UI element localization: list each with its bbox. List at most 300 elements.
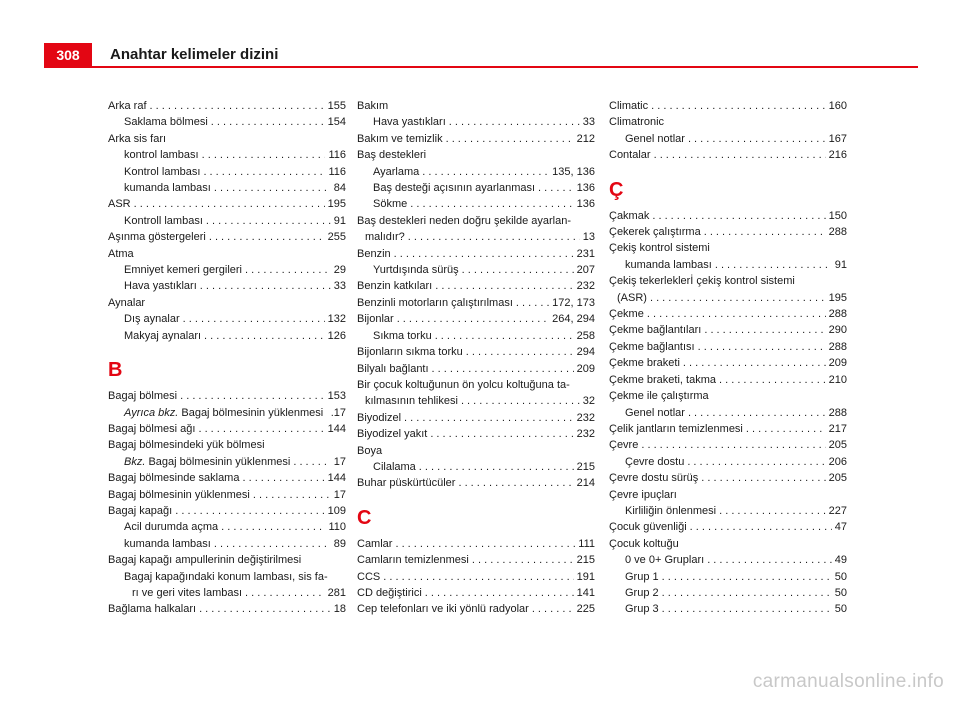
index-subentry	[108, 328, 346, 344]
dot-leader	[719, 372, 826, 388]
page-ref: 232	[576, 428, 595, 441]
index-term: Baş desteği açısının ayarlanması	[373, 182, 536, 195]
index-entry	[357, 569, 595, 585]
index-subentry	[108, 180, 346, 196]
dot-leader	[245, 585, 325, 601]
index-entry	[357, 213, 595, 246]
index-entry	[108, 421, 346, 437]
page-ref: 215	[576, 554, 595, 567]
index-heading	[357, 443, 595, 459]
index-term-continued	[124, 585, 346, 601]
page-ref: 29	[333, 264, 346, 277]
dot-leader	[397, 311, 549, 327]
page-ref: 214	[576, 477, 595, 490]
page-ref: 209	[576, 362, 595, 375]
index-term: Çocuk güvenliği	[609, 521, 687, 534]
page-ref: 215	[576, 460, 595, 473]
index-term: Sıkma torku	[373, 329, 432, 342]
index-entry	[357, 311, 595, 327]
index-entry	[108, 229, 346, 245]
index-column-2	[357, 98, 595, 618]
index-entry	[357, 475, 595, 491]
dot-leader	[698, 339, 826, 355]
dot-leader	[449, 114, 580, 130]
index-heading	[609, 536, 847, 552]
index-heading	[108, 131, 346, 147]
index-heading	[108, 437, 346, 453]
index-entry	[357, 295, 595, 311]
header-divider	[44, 66, 918, 68]
index-term: Çekiş tekerleklerİ çekiş kontrol sistemi	[609, 275, 795, 288]
dot-leader	[652, 208, 825, 224]
page-ref: 116	[328, 149, 346, 162]
index-term: Kirliliğin önlenmesi	[625, 504, 717, 517]
dot-leader	[662, 585, 832, 601]
index-term: CD değiştirici	[357, 586, 422, 599]
index-subentry	[108, 164, 346, 180]
index-term: Hava yastıkları	[124, 280, 197, 293]
index-term: Boya	[357, 444, 383, 457]
page-ref: 84	[333, 182, 346, 195]
index-entry	[609, 339, 847, 355]
index-entry	[609, 519, 847, 535]
index-heading	[609, 240, 847, 256]
cross-reference	[108, 454, 346, 470]
dot-leader	[472, 552, 574, 568]
index-entry	[357, 377, 595, 410]
page-ref: .17	[330, 406, 346, 419]
page-ref: 109	[327, 504, 346, 517]
index-term: Benzinli motorların çalıştırılması	[357, 296, 513, 309]
page-ref: 225	[576, 603, 595, 616]
index-entry	[357, 278, 595, 294]
page-ref: 160	[828, 100, 847, 112]
page-ref: 91	[333, 214, 346, 227]
dot-leader	[221, 519, 325, 535]
index-term: Çekme braketi	[609, 357, 680, 370]
page-ref: 205	[828, 472, 847, 485]
dot-leader	[175, 503, 324, 519]
dot-leader	[214, 180, 331, 196]
dot-leader	[180, 388, 325, 404]
section-letter: Ç	[609, 178, 624, 201]
index-column-3	[609, 98, 847, 618]
dot-leader	[651, 98, 826, 114]
index-entry	[609, 355, 847, 371]
page-ref: 206	[828, 455, 847, 468]
index-term: Aynalar	[108, 296, 146, 309]
index-term: Baş destekleri	[357, 149, 427, 162]
page-ref: 126	[327, 329, 346, 342]
index-entry	[357, 585, 595, 601]
index-term: Çekme braketi, takma	[609, 373, 716, 386]
page-ref: 195	[327, 198, 346, 211]
dot-leader	[425, 585, 574, 601]
dot-leader	[538, 180, 574, 196]
index-subentry	[108, 519, 346, 535]
dot-leader	[704, 322, 825, 338]
index-term-continued	[609, 290, 847, 306]
index-subentry	[357, 114, 595, 130]
index-term: Kontrol lambası	[124, 165, 201, 178]
dot-leader	[404, 410, 574, 426]
dot-leader	[293, 454, 330, 470]
dot-leader	[690, 519, 832, 535]
index-term: Benzin katkıları	[357, 280, 433, 293]
index-term: Aşınma göstergeleri	[108, 231, 206, 244]
index-term: Grup 3	[625, 603, 659, 616]
dot-leader	[408, 229, 580, 245]
index-term: Arka raf	[108, 100, 147, 112]
index-term: Bakım	[357, 100, 389, 112]
index-entry	[357, 410, 595, 426]
index-subentry	[609, 405, 847, 421]
page-ref: 288	[828, 406, 847, 419]
index-entry	[609, 421, 847, 437]
index-entry	[108, 601, 346, 617]
dot-leader	[466, 344, 574, 360]
page-ref: 50	[834, 586, 847, 599]
index-term: Camlar	[357, 537, 393, 550]
page-ref: 294	[576, 346, 595, 359]
page-ref: 290	[828, 324, 847, 337]
index-subentry	[108, 311, 346, 327]
index-term: Grup 1	[625, 570, 659, 583]
page-ref: 155	[327, 100, 346, 112]
page-ref: 18	[333, 603, 346, 616]
dot-leader	[419, 459, 574, 475]
index-subentry	[357, 459, 595, 475]
index-subentry	[108, 213, 346, 229]
index-subentry	[108, 114, 346, 130]
dot-leader	[650, 290, 826, 306]
index-term: kumanda lambası	[625, 258, 712, 271]
index-heading	[609, 114, 847, 130]
index-term: Bağlama halkaları	[108, 603, 197, 616]
page-ref: 13	[582, 231, 595, 244]
page-ref: 227	[828, 504, 847, 517]
index-term: Acil durumda açma	[124, 521, 219, 534]
index-entry	[108, 388, 346, 404]
index-term: Atma	[108, 247, 134, 260]
page-ref: 132	[327, 313, 346, 326]
page-ref: 195	[828, 291, 847, 304]
index-term: Bagaj kapağı	[108, 504, 173, 517]
index-term: Dış aynalar	[124, 313, 180, 326]
dot-leader	[461, 393, 580, 409]
index-term: Sökme	[373, 198, 408, 211]
page-ref: 136	[576, 198, 595, 211]
index-term-tail: kılmasının tehlikesi	[365, 395, 458, 408]
index-entry	[609, 437, 847, 453]
index-term: Çelik jantların temizlenmesi	[609, 422, 743, 435]
page-ref: 232	[576, 280, 595, 293]
dot-leader	[383, 569, 573, 585]
index-term: Çevre ipuçları	[609, 488, 677, 501]
index-entry	[108, 98, 346, 114]
dot-leader	[462, 262, 574, 278]
index-term: Çekme bağlantıları	[609, 324, 702, 337]
dot-leader	[150, 98, 325, 114]
page-ref: 50	[834, 570, 847, 583]
dot-leader	[245, 262, 331, 278]
index-entry	[609, 322, 847, 338]
dot-leader	[206, 213, 331, 229]
index-subentry	[609, 454, 847, 470]
dot-leader	[253, 487, 331, 503]
page-ref: 207	[576, 264, 595, 277]
index-term: Çocuk koltuğu	[609, 537, 679, 550]
index-term: ASR	[108, 198, 131, 211]
dot-leader	[211, 114, 325, 130]
index-entry	[609, 470, 847, 486]
page-number-badge: 308	[44, 43, 92, 67]
index-entry	[357, 344, 595, 360]
cross-ref-target: Bagaj bölmesinin yüklenmesi	[178, 406, 324, 419]
index-term: Kontroll lambası	[124, 214, 203, 227]
dot-leader	[242, 470, 324, 486]
index-term-continued	[357, 229, 595, 245]
page-ref: 110	[328, 521, 346, 534]
index-term: Bagaj bölmesinin yüklenmesi	[108, 488, 250, 501]
index-term: Climatronic	[609, 116, 665, 129]
index-subentry	[609, 601, 847, 617]
index-heading	[609, 487, 847, 503]
index-subentry	[609, 585, 847, 601]
index-term: Emniyet kemeri gergileri	[124, 264, 242, 277]
index-entry	[357, 601, 595, 617]
index-term: kontrol lambası	[124, 149, 199, 162]
page-ref: 144	[327, 472, 346, 485]
dot-leader	[430, 426, 573, 442]
index-term: Biyodizel	[357, 411, 402, 424]
index-term-continued	[357, 393, 595, 409]
index-term: Cep telefonları ve iki yönlü radyolar	[357, 603, 529, 616]
dot-leader	[183, 311, 325, 327]
index-term: Baş destekleri neden doğru şekilde ayarlan-	[357, 214, 572, 227]
page-ref: 150	[828, 209, 847, 222]
index-term-tail: (ASR)	[617, 291, 647, 304]
index-heading	[108, 246, 346, 262]
section-letter: B	[108, 359, 123, 382]
page-ref: 288	[828, 308, 847, 321]
index-term: Çekiş kontrol sistemi	[609, 242, 710, 255]
dot-leader	[410, 196, 573, 212]
page-ref: 288	[828, 340, 847, 353]
cross-ref-text	[124, 454, 290, 470]
page-ref: 135, 136	[552, 165, 595, 178]
index-entry	[357, 552, 595, 568]
index-entry	[609, 98, 847, 114]
index-term: Çekme	[609, 308, 644, 321]
index-entry	[357, 361, 595, 377]
index-entry	[609, 208, 847, 224]
index-term: Biyodizel yakıt	[357, 428, 428, 441]
dot-leader	[704, 224, 826, 240]
index-entry	[108, 503, 346, 519]
index-term: Hava yastıkları	[373, 116, 446, 129]
index-term: Bagaj bölmesi ağı	[108, 422, 196, 435]
index-entry	[108, 470, 346, 486]
page-ref: 91	[834, 258, 847, 271]
cross-reference	[108, 405, 346, 421]
index-heading	[609, 388, 847, 404]
index-entry	[108, 487, 346, 503]
cross-ref-text	[124, 405, 323, 421]
index-term: Bakım ve temizlik	[357, 132, 443, 145]
index-column-1	[108, 98, 346, 618]
index-subentry	[357, 196, 595, 212]
dot-leader	[683, 355, 826, 371]
page-ref: 191	[576, 570, 595, 583]
index-term: Contalar	[609, 149, 651, 162]
page-ref: 255	[327, 231, 346, 244]
index-subentry	[108, 278, 346, 294]
index-subentry	[609, 552, 847, 568]
index-subentry	[108, 536, 346, 552]
index-subentry	[609, 257, 847, 273]
index-term: Çevre	[609, 439, 639, 452]
page-ref: 167	[828, 132, 847, 145]
index-term: Arka sis farı	[108, 132, 167, 145]
index-subentry	[357, 164, 595, 180]
dot-leader	[134, 196, 325, 212]
page-ref: 33	[333, 280, 346, 293]
index-term: Çekme ile çalıştırma	[609, 390, 709, 403]
index-term: CCS	[357, 570, 381, 583]
page-ref: 89	[333, 537, 346, 550]
dot-leader	[701, 470, 825, 486]
page-ref: 216	[828, 149, 847, 162]
page-ref: 209	[828, 357, 847, 370]
watermark: carmanualsonline.info	[752, 671, 944, 692]
dot-leader	[532, 601, 574, 617]
index-term: Bagaj kapağındaki konum lambası, sis fa-	[124, 570, 328, 583]
index-term: kumanda lambası	[124, 537, 211, 550]
page-ref: 281	[327, 586, 346, 599]
index-heading	[108, 552, 346, 568]
index-term: Grup 2	[625, 586, 659, 599]
dot-leader	[641, 437, 825, 453]
index-term: kumanda lambası	[124, 182, 211, 195]
page-ref: 210	[828, 373, 847, 386]
index-term: Benzin	[357, 247, 391, 260]
section-letter: C	[357, 506, 372, 529]
page-ref: 258	[576, 329, 595, 342]
page-ref: 33	[582, 116, 595, 129]
index-entry	[357, 426, 595, 442]
page-ref: 136	[576, 182, 595, 195]
index-term: Camların temizlenmesi	[357, 554, 469, 567]
dot-leader	[199, 601, 331, 617]
index-term-tail: rı ve geri vites lambası	[132, 586, 243, 599]
page-ref: 205	[828, 439, 847, 452]
page-ref: 17	[333, 488, 346, 501]
page-ref: 288	[828, 226, 847, 239]
index-subentry	[108, 147, 346, 163]
index-term: Bijonlar	[357, 313, 394, 326]
index-entry	[357, 246, 595, 262]
page-ref: 17	[333, 455, 346, 468]
dot-leader	[204, 328, 325, 344]
dot-leader	[654, 147, 826, 163]
index-entry	[357, 536, 595, 552]
dot-leader	[688, 131, 826, 147]
index-term: Genel notlar	[625, 132, 685, 145]
index-term: Makyaj aynaları	[124, 329, 202, 342]
index-term: Çekme bağlantısı	[609, 340, 695, 353]
index-term: Çakmak	[609, 209, 650, 222]
dot-leader	[214, 536, 331, 552]
dot-leader	[688, 405, 826, 421]
index-term: Cilalama	[373, 460, 416, 473]
dot-leader	[662, 569, 832, 585]
dot-leader	[687, 454, 825, 470]
index-term: Bagaj kapağı ampullerinin değiştirilmesi	[108, 554, 302, 567]
index-entry	[108, 196, 346, 212]
dot-leader	[435, 328, 574, 344]
dot-leader	[422, 164, 549, 180]
index-entry	[609, 306, 847, 322]
page-ref: 116	[328, 165, 346, 178]
index-term: Çevre dostu sürüş	[609, 472, 699, 485]
index-term: Bijonların sıkma torku	[357, 346, 463, 359]
dot-leader	[198, 421, 324, 437]
index-term: Bagaj bölmesinde saklama	[108, 472, 240, 485]
page-ref: 50	[834, 603, 847, 616]
dot-leader	[647, 306, 826, 322]
cross-ref-target: Bagaj bölmesinin yüklenmesi	[145, 455, 291, 468]
dot-leader	[746, 421, 826, 437]
index-heading	[108, 295, 346, 311]
page-ref: 32	[582, 395, 595, 408]
index-term: 0 ve 0+ Grupları	[625, 554, 705, 567]
index-term: Bagaj bölmesi	[108, 390, 178, 403]
index-subentry	[108, 262, 346, 278]
index-term: Genel notlar	[625, 406, 685, 419]
page-ref: 217	[828, 422, 847, 435]
page-title: Anahtar kelimeler dizini	[110, 46, 279, 63]
page-ref: 212	[576, 132, 595, 145]
dot-leader	[707, 552, 832, 568]
index-term: Bir çocuk koltuğunun ön yolcu koltuğuna ta-	[357, 378, 570, 391]
index-term: Ayarlama	[373, 165, 420, 178]
page-ref: 232	[576, 411, 595, 424]
dot-leader	[458, 475, 573, 491]
index-subentry	[357, 180, 595, 196]
dot-leader	[202, 147, 326, 163]
index-term: Saklama bölmesi	[124, 116, 208, 129]
dot-leader	[446, 131, 574, 147]
index-term: Yurtdışında sürüş	[373, 264, 459, 277]
index-subentry	[108, 569, 346, 602]
cross-ref-prefix: Ayrıca bkz.	[124, 406, 179, 419]
page-ref: 141	[576, 586, 595, 599]
index-entry	[609, 224, 847, 240]
index-term-tail: malıdır?	[365, 231, 405, 244]
dot-leader	[394, 246, 574, 262]
index-term: Bilyalı bağlantı	[357, 362, 429, 375]
page-ref: 47	[834, 521, 847, 534]
index-term: Bagaj bölmesindeki yük bölmesi	[108, 439, 265, 452]
page-ref: 172, 173	[552, 296, 595, 309]
index-term: Buhar püskürtücüler	[357, 477, 456, 490]
dot-leader	[662, 601, 832, 617]
page-ref: 264, 294	[552, 313, 595, 326]
index-entry	[609, 147, 847, 163]
dot-leader	[719, 503, 826, 519]
index-term: Çevre dostu	[625, 455, 685, 468]
